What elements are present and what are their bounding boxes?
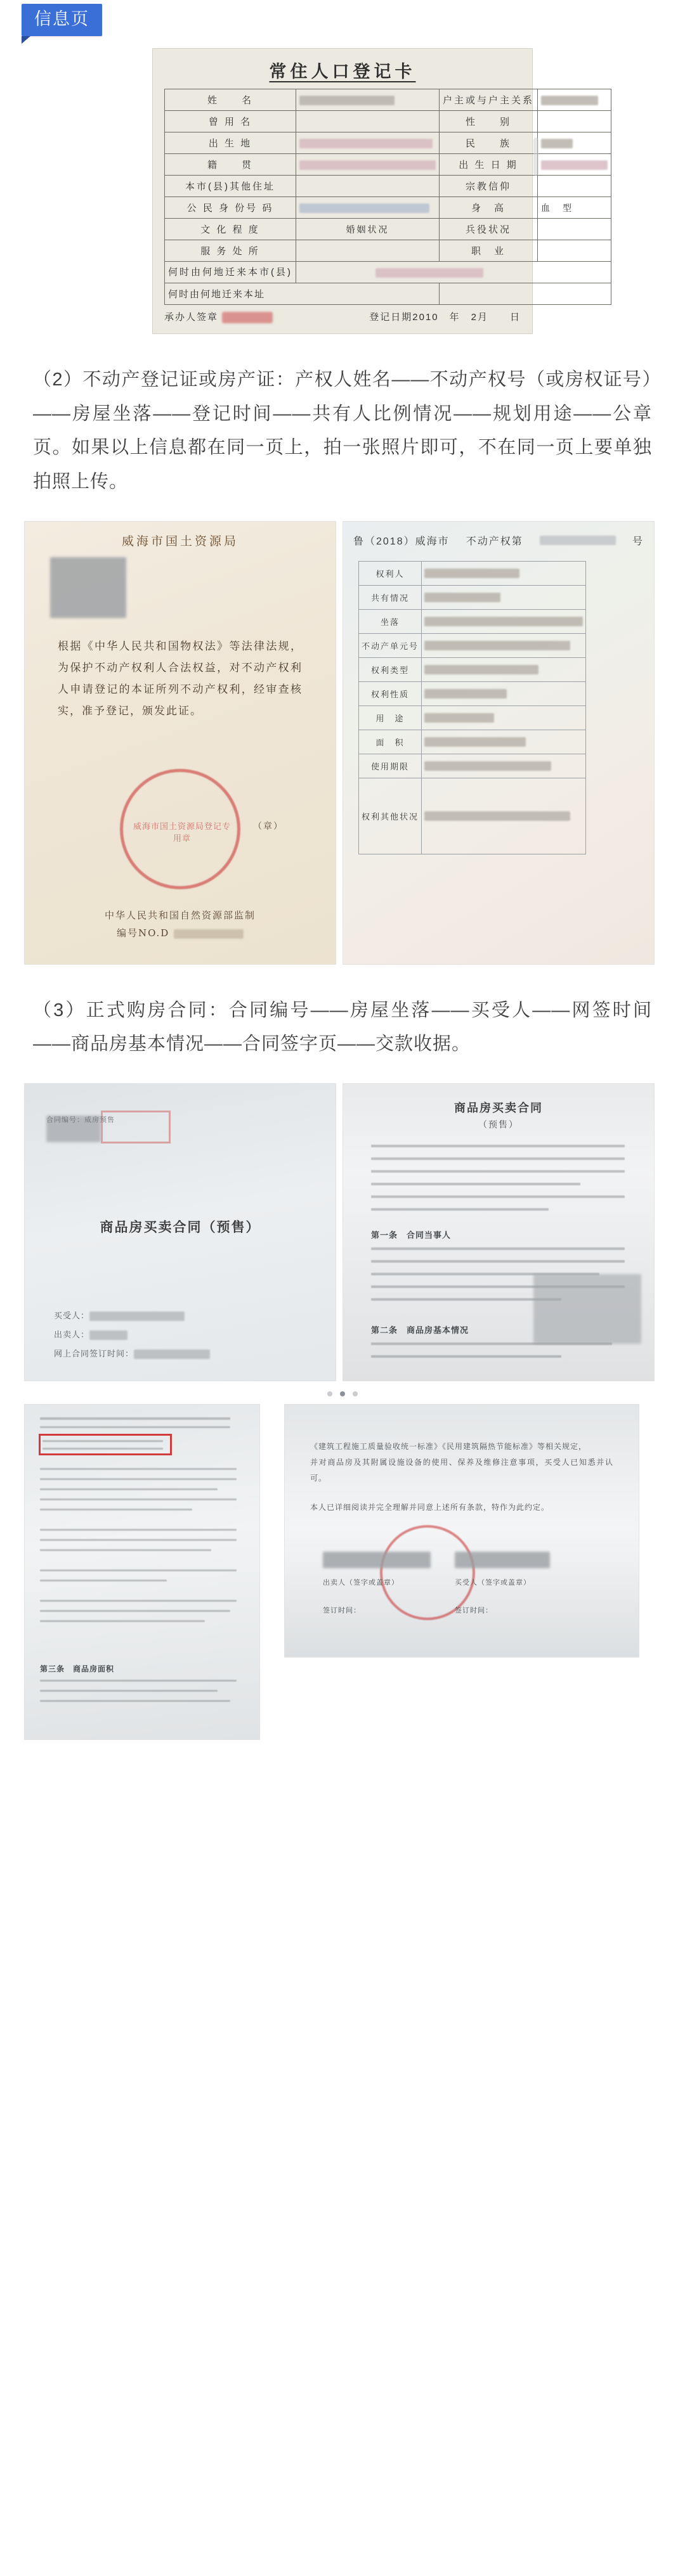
contract-photos-row-2 — [0, 1398, 685, 1740]
field-label: 使用期限 — [359, 754, 422, 778]
contract-photos-row-1 — [0, 1083, 685, 1381]
table-row — [165, 219, 611, 240]
table-row — [165, 197, 611, 219]
registration-card-title: 常住人口登记卡 — [269, 62, 416, 82]
table-row — [165, 132, 611, 154]
field-label: 宗教信仰 — [440, 176, 538, 197]
field-label: 籍 贯 — [165, 154, 296, 176]
field-label: 权利类型 — [359, 657, 422, 681]
contract-terms-photo[interactable] — [342, 1083, 655, 1381]
field-label: 姓 名 — [165, 89, 296, 111]
contract-page-lines-2 — [25, 1405, 259, 1739]
contract-subtitle: （预售） — [478, 1119, 519, 1130]
property-certificate-photos — [0, 521, 685, 965]
certificate-footer — [25, 906, 336, 943]
field-value — [538, 89, 611, 111]
field-value — [422, 609, 586, 633]
field-value — [296, 89, 440, 111]
field-value — [296, 111, 440, 132]
field-label: 面 积 — [359, 730, 422, 754]
contract-title: 商品房买卖合同（预售） — [100, 1218, 261, 1235]
seller-signature-label: 出卖人（签字或盖章） — [323, 1578, 399, 1587]
online-sign-time-field: 网上合同签订时间： — [54, 1347, 210, 1359]
registration-card-footer — [164, 305, 521, 323]
table-row — [165, 176, 611, 197]
registration-date: 登记日期2010 年 2月 日 — [369, 312, 521, 323]
field-label: 户主或与户主关系 — [440, 89, 538, 111]
field-label: 权利性质 — [359, 681, 422, 705]
field-label: 公 民 身 份号 码 — [165, 197, 296, 219]
field-label: 身 高 — [440, 197, 538, 219]
field-value — [538, 240, 611, 262]
redacted-value — [299, 203, 429, 213]
field-label: 权利人 — [359, 561, 422, 585]
signature-stamp — [222, 312, 273, 323]
registration-card-photo[interactable] — [152, 44, 574, 334]
registration-card — [152, 48, 574, 334]
signature-page-text — [310, 1439, 613, 1487]
buyer-field: 买受人： — [54, 1309, 185, 1321]
carousel-dot[interactable] — [327, 1391, 332, 1396]
redacted-value — [541, 160, 608, 170]
contract-stamp-note: 合同编号：威房预售 — [46, 1116, 115, 1124]
table-row — [165, 240, 611, 262]
property-certificate-right-photo[interactable] — [342, 521, 655, 965]
table-row — [359, 730, 586, 754]
certificate-issuer-national: 中华人民共和国自然资源部监制 — [104, 909, 256, 921]
paragraph-section-2: （2）不动产登记证或房产证：产权人姓名——不动产权号（或房权证号）——房屋坐落——登记时间——共有人比例情况——规划用途——公章页。如果以上信息都在同一页上，拍一张照片即可，不在同一页上要单独拍照上传。 — [33, 370, 652, 492]
certificate-serial: 编号NO.D — [25, 924, 336, 943]
seller-field: 出卖人： — [54, 1328, 127, 1340]
contract-body-lines-3 — [343, 1084, 654, 1381]
field-label: 民 族 — [440, 132, 538, 154]
field-label: 出 生 日 期 — [440, 154, 538, 176]
redacted-value — [299, 160, 436, 170]
redacted-value — [299, 96, 395, 105]
field-label: 何时由何地迁来本市(县) — [165, 262, 296, 283]
table-row — [359, 585, 586, 609]
table-row — [359, 705, 586, 730]
table-row — [359, 561, 586, 585]
section-ribbon-label: 信息页 — [22, 4, 102, 36]
signature-page-line-1: 《建筑工程施工质量验收统一标准》《民用建筑隔热节能标准》等相关规定， — [310, 1441, 587, 1451]
certificate-title: 不动产权第 — [466, 536, 523, 547]
table-row — [165, 154, 611, 176]
table-row — [165, 262, 611, 283]
redacted-value — [541, 139, 573, 148]
carousel-dot-active[interactable] — [340, 1391, 345, 1396]
field-label: 性 别 — [440, 111, 538, 132]
certificate-fields-table — [358, 561, 586, 854]
certificate-issuer: 威海市国土资源局 — [121, 534, 238, 548]
signature-page-line-2: 并对商品房及其附属设施设备的使用、保养及维修注意事项，买受人已知悉并认可。 — [310, 1458, 613, 1483]
field-label: 职 业 — [440, 240, 538, 262]
certificate-province-year: 鲁（2018）威海市 — [353, 536, 450, 547]
blood-type-label: 血 型 — [541, 202, 574, 213]
field-value — [538, 154, 611, 176]
field-value — [296, 132, 440, 154]
contract-title: 商品房买卖合同 — [454, 1101, 543, 1115]
field-value — [422, 633, 586, 657]
field-label: 坐落 — [359, 609, 422, 633]
field-label: 共有情况 — [359, 585, 422, 609]
contract-section-1: 第一条 合同当事人 — [371, 1230, 452, 1240]
property-certificate-left-photo[interactable] — [24, 521, 336, 965]
field-label: 权利其他状况 — [359, 778, 422, 854]
buyer-sign-date: 签订时间： — [455, 1606, 493, 1614]
redacted-value — [541, 96, 598, 105]
field-value — [296, 240, 440, 262]
field-value — [422, 585, 586, 609]
table-row — [359, 754, 586, 778]
field-value — [296, 176, 440, 197]
field-value — [538, 176, 611, 197]
signature-page-line-3: 本人已详细阅读并完全理解并同意上述所有条款，特作为此约定。 — [310, 1502, 550, 1512]
buyer-signature-label: 买受人（签字或盖章） — [455, 1578, 531, 1587]
field-label: 服 务 处 所 — [165, 240, 296, 262]
field-value — [422, 778, 586, 854]
table-row — [165, 89, 611, 111]
table-row — [165, 283, 611, 305]
field-value — [440, 283, 611, 305]
contract-signature-page-photo[interactable] — [284, 1404, 639, 1658]
marital-status-label: 婚姻状况 — [346, 224, 389, 235]
field-value — [538, 111, 611, 132]
field-label: 本市(县)其他住址 — [165, 176, 296, 197]
carousel-indicator[interactable] — [0, 1381, 685, 1398]
table-row — [359, 657, 586, 681]
table-row — [165, 111, 611, 132]
scrollbar[interactable] — [533, 138, 538, 176]
field-value — [538, 219, 611, 240]
field-value — [296, 154, 440, 176]
certificate-body-text: 根据《中华人民共和国物权法》等法律法规，为保护不动产权利人合法权益，对不动产权利人申请登记的本证所列不动产权利，经审查核实，准予登记，颁发此证。 — [58, 640, 303, 718]
field-value — [422, 705, 586, 730]
field-value — [538, 197, 611, 219]
paragraph-section-3: （3）正式购房合同：合同编号——房屋坐落——买受人——网签时间——商品房基本情况——合同签字页——交款收据。 — [33, 1000, 652, 1055]
registration-card-table — [164, 89, 611, 305]
field-label: 曾 用 名 — [165, 111, 296, 132]
redacted-value — [375, 268, 483, 278]
field-label: 兵役状况 — [440, 219, 538, 240]
carousel-dot[interactable] — [353, 1391, 358, 1396]
field-value — [422, 754, 586, 778]
certificate-number-suffix: 号 — [632, 536, 644, 547]
field-value — [296, 262, 611, 283]
contract-cover-photo[interactable] — [24, 1083, 336, 1381]
field-value — [422, 730, 586, 754]
certificate-seal-text: 威海市国土资源局登记专用章 — [133, 821, 231, 843]
field-label: 何时由何地迁来本址 — [165, 283, 440, 305]
redacted-value — [299, 139, 433, 148]
table-row — [359, 609, 586, 633]
contract-section-2: 第二条 商品房基本情况 — [371, 1325, 469, 1335]
table-row — [359, 681, 586, 705]
table-row — [359, 778, 586, 854]
field-value — [422, 681, 586, 705]
certificate-number-header — [353, 533, 644, 548]
seller-sign-date: 签订时间： — [323, 1606, 361, 1614]
field-value — [422, 657, 586, 681]
field-value — [296, 197, 440, 219]
field-label: 出 生 地 — [165, 132, 296, 154]
field-value — [538, 132, 611, 154]
field-label: 不动产单元号 — [359, 633, 422, 657]
field-label: 文 化 程 度 — [165, 219, 296, 240]
ribbon-container — [0, 0, 685, 44]
seal-note: （章） — [253, 820, 284, 831]
contract-section-3: 第三条 商品房面积 — [40, 1664, 115, 1673]
table-row — [359, 633, 586, 657]
signature-label: 承办人签章 — [164, 310, 273, 323]
contract-page-photo[interactable] — [24, 1404, 260, 1740]
field-value — [422, 561, 586, 585]
field-label: 用 途 — [359, 705, 422, 730]
field-value — [296, 219, 440, 240]
